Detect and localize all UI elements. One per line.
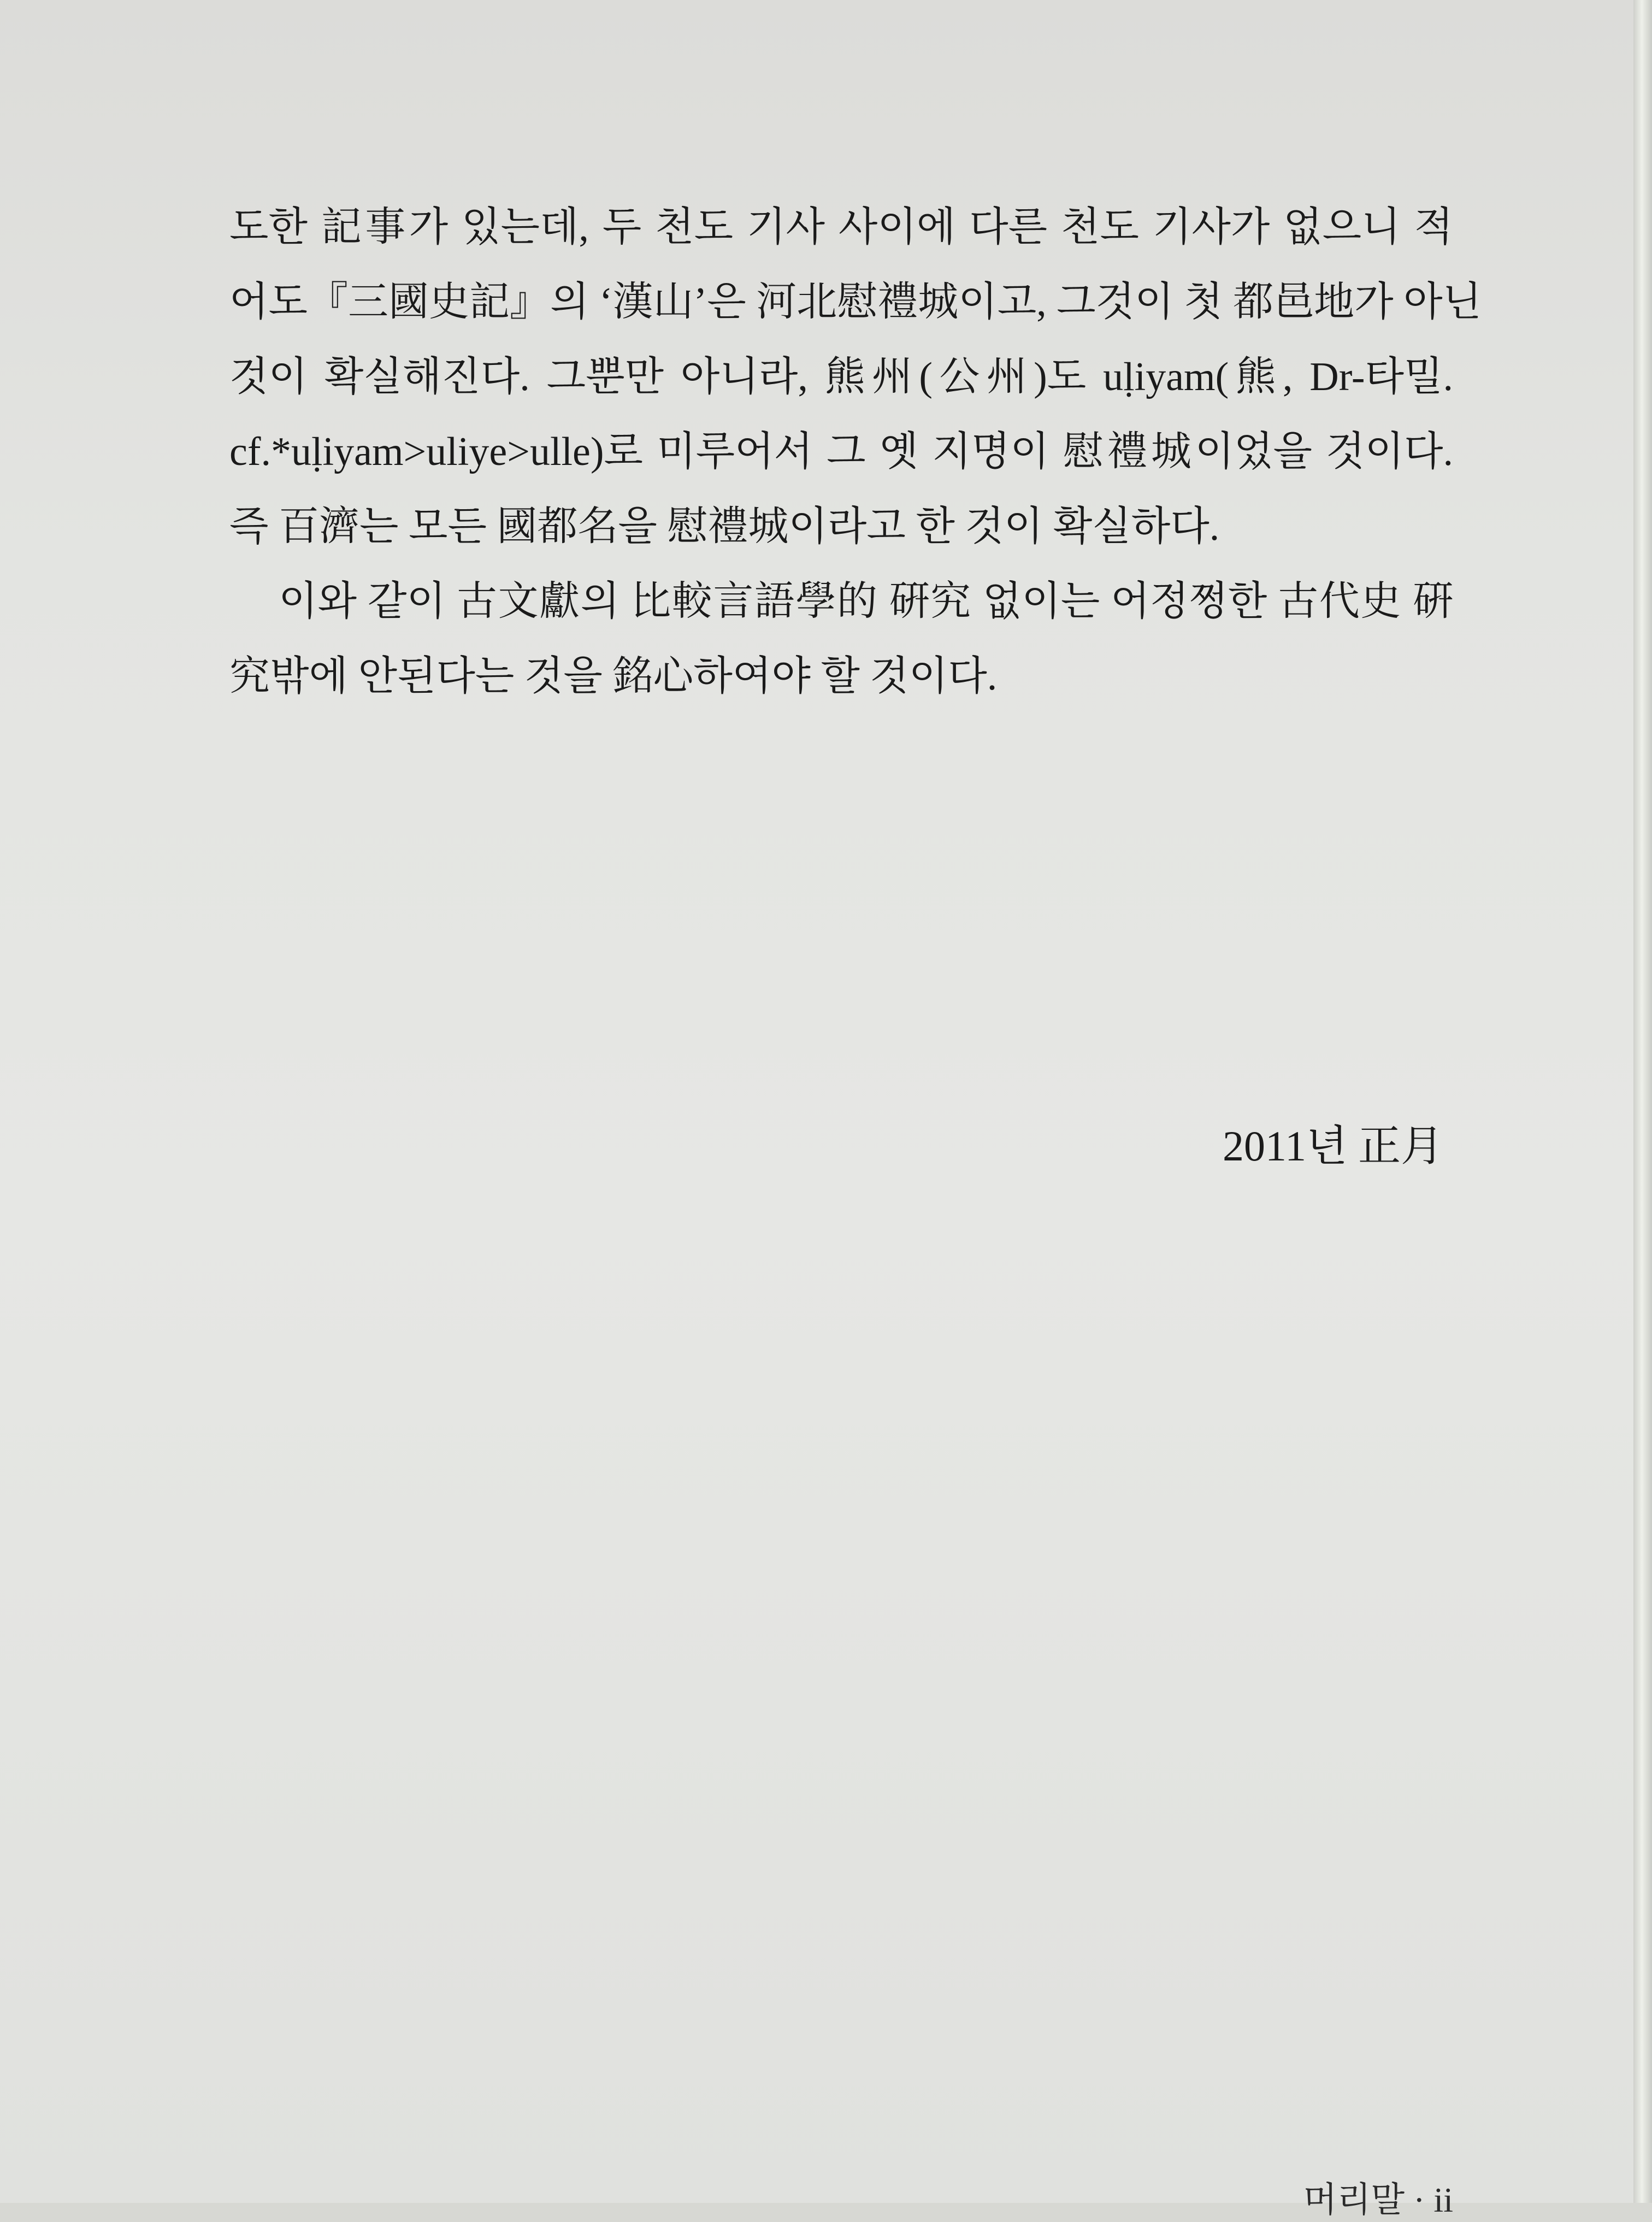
text-line: 즉 百濟는 모든 國都名을 慰禮城이라고 한 것이 확실하다. xyxy=(229,504,1220,549)
text-line: 어도『三國史記』의 ‘漢山’은 河北慰禮城이고, 그것이 첫 都邑地가 아닌 xyxy=(229,280,1482,325)
signature-date: 2011년 正月 xyxy=(1223,1122,1443,1170)
page-edge xyxy=(1633,0,1652,2203)
text-line: 것이 확실해진다. 그뿐만 아니라, 熊州(公州)도 uḷiyam(熊, Dr-타밀. xyxy=(229,355,1453,399)
text-line: cf.*uḷiyam>uliye>ulle)로 미루어서 그 옛 지명이 慰禮城이었을 것이다. xyxy=(229,429,1453,474)
text-line: 도한 記事가 있는데, 두 천도 기사 사이에 다른 천도 기사가 없으니 적 xyxy=(229,205,1453,250)
paragraph-1 xyxy=(229,190,1482,564)
text-line: 究밖에 안된다는 것을 銘心하여야 할 것이다. xyxy=(229,654,998,699)
text-line: 이와 같이 古文獻의 比較言語學的 硏究 없이는 어정쩡한 古代史 硏 xyxy=(279,579,1453,624)
body-text xyxy=(229,190,1482,714)
paragraph-2 xyxy=(229,564,1453,714)
page-footer: 머리말 · ii xyxy=(1303,2180,1453,2219)
